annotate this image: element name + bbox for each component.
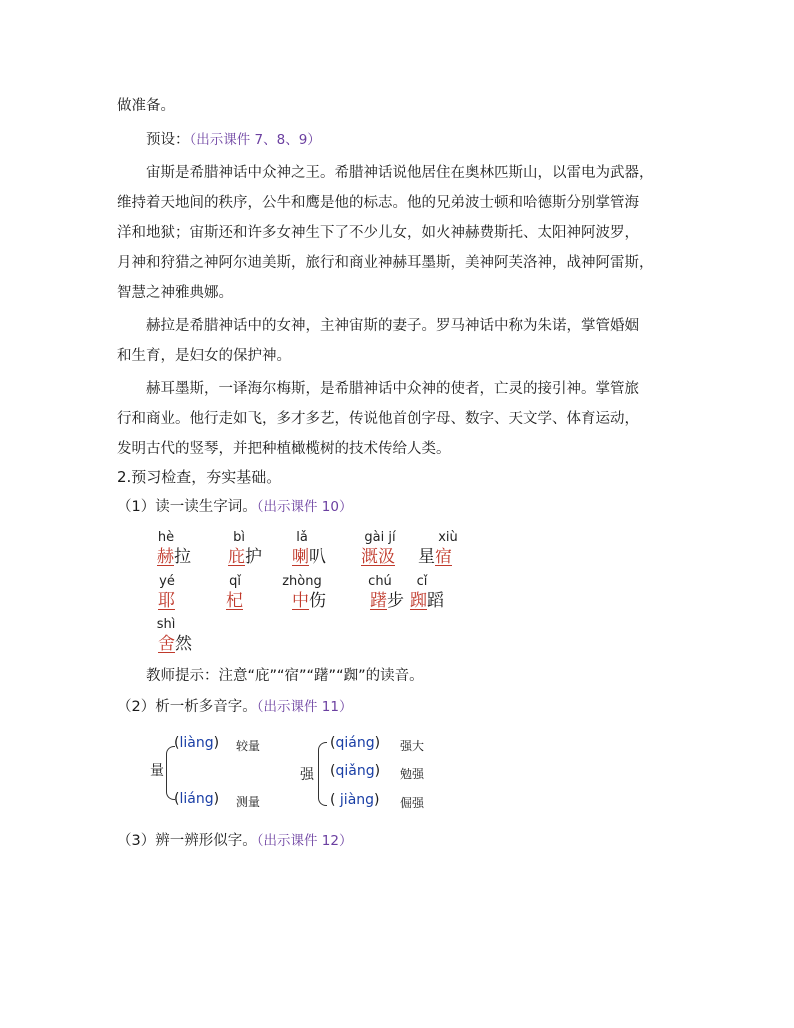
text-line: 赫拉是希腊神话中的女神，主神宙斯的妻子。罗马神话中称为朱诺，掌管婚姻 [146,318,639,334]
text-line: 洋和地狱；宙斯还和许多女神生下了不少儿女，如火神赫费斯托、太阳神阿波罗， [117,225,639,241]
pinyin: hè [157,530,175,545]
polyphone-word: 测量 [236,795,261,809]
pinyin: zhòng [282,574,322,589]
courseware-ref: （出示课件 10） [256,499,353,515]
text-line: 月神和狩猎之神阿尔迪美斯，旅行和商业神赫耳墨斯，美神阿芙洛神，战神阿雷斯， [117,255,654,271]
vocab-word: 耶 [158,591,175,611]
vocab-word: 赫拉 [157,547,191,567]
vocab-word: 溉汲 [361,547,395,567]
vocab-word: 杞 [226,591,243,611]
text-line: 做准备。 [117,98,175,114]
polyphone-word: 强大 [400,739,425,753]
courseware-ref: （出示课件 7、8、9） [189,132,321,148]
pinyin: lǎ [296,530,308,545]
vocab-word: 星宿 [418,547,452,567]
section-title: 2.预习检查，夯实基础。 [117,468,282,486]
polyphone-word: 倔强 [400,796,425,810]
courseware-ref: （出示课件 11） [256,699,353,715]
vocab-word: 舍然 [158,634,192,654]
vocab-word: 庇护 [228,547,262,567]
question-label: （2）析一析多音字。 [117,699,257,715]
text-line: 和生育，是妇女的保护神。 [117,348,291,364]
pinyin: shì [156,617,176,632]
polyphone-reading: (liàng) [174,735,220,751]
polyphone-word: 较量 [236,739,261,753]
question-1 [117,497,352,517]
courseware-ref: （出示课件 12） [256,833,353,849]
teacher-tip: 教师提示：注意“庇”“宿”“躇”“踟”的读音。 [146,668,424,684]
pinyin: chú [368,574,392,589]
text-line: 行和商业。他行走如飞，多才多艺，传说他首创字母、数字、天文学、体育运动， [117,411,639,427]
pinyin: bì [233,530,245,545]
vocab-word: 中伤 [292,591,326,611]
pinyin: yé [159,574,175,589]
preset-label: 预设： [146,132,190,148]
text-line: 发明古代的竖琴，并把种植橄榄树的技术传给人类。 [117,441,451,457]
text-line: 宙斯是希腊神话中众神之王。希腊神话说他居住在奥林匹斯山，以雷电为武器， [146,165,654,181]
question-label: （3）辨一辨形似字。 [117,833,257,849]
polyphone-word: 勉强 [400,767,425,781]
vocab-word: 踟蹈 [410,591,444,611]
polyphone-reading: (liáng) [174,791,220,807]
vocab-word: 躇步 [370,591,404,611]
polyphone-reading: ( jiàng) [330,792,380,808]
question-3 [117,831,352,851]
pinyin: gài jí [364,530,396,545]
vocab-word: 喇叭 [292,547,326,567]
question-label: （1）读一读生字词。 [117,499,257,515]
pinyin: cǐ [416,574,428,589]
preset-line [146,130,321,150]
question-2 [117,697,352,717]
polyphone-char: 强 [300,767,314,783]
polyphone-reading: (qiǎng) [330,763,381,779]
pinyin: xiù [438,530,458,545]
brace [318,742,327,806]
text-line: 智慧之神雅典娜。 [117,285,233,301]
text-line: 维持着天地间的秩序，公牛和鹰是他的标志。他的兄弟波士顿和哈德斯分别掌管海 [117,195,639,211]
polyphone-char: 量 [150,763,164,779]
pinyin: qǐ [229,574,241,589]
polyphone-reading: (qiáng) [330,735,381,751]
text-line: 赫耳墨斯，一译海尔梅斯，是希腊神话中众神的使者，亡灵的接引神。掌管旅 [146,381,639,397]
